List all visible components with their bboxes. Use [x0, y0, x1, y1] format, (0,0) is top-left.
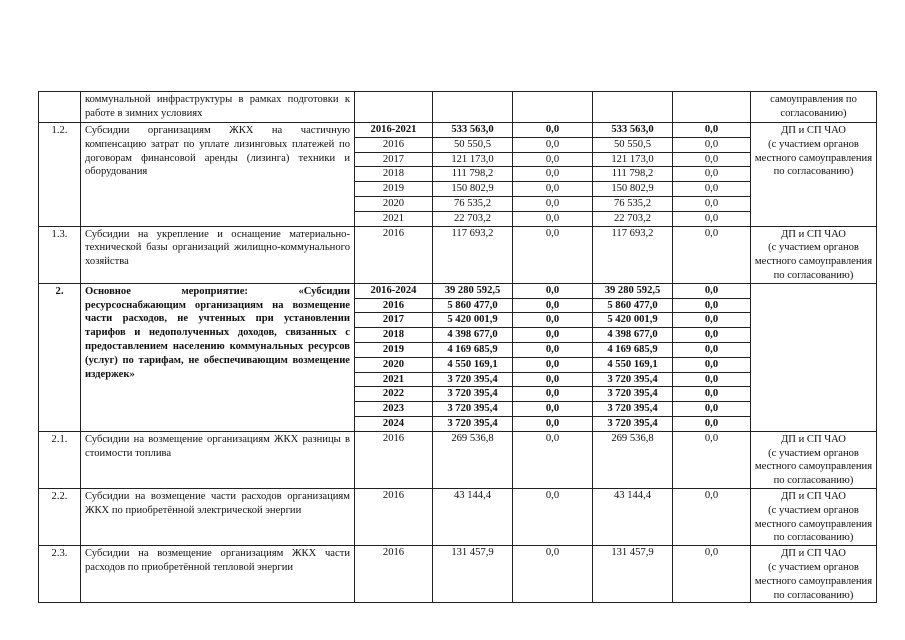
table-row [39, 431, 877, 488]
executor-name: ДП и СП ЧАО [781, 125, 846, 136]
other-cell: 0,0 [673, 182, 751, 197]
executor-cell [751, 546, 877, 603]
other-cell: 0,0 [673, 313, 751, 328]
total-cell: 3 720 395,4 [433, 387, 513, 402]
regional-cell: 4 398 677,0 [593, 328, 673, 343]
other-cell: 0,0 [673, 328, 751, 343]
row-number: 1.3. [39, 226, 81, 283]
year-cell: 2017 [355, 152, 433, 167]
budget-table [38, 91, 877, 603]
federal-cell: 0,0 [513, 152, 593, 167]
year-cell: 2017 [355, 313, 433, 328]
other-cell: 0,0 [673, 416, 751, 431]
regional-cell: 43 144,4 [593, 488, 673, 545]
federal-cell: 0,0 [513, 387, 593, 402]
federal-cell: 0,0 [513, 123, 593, 138]
other-cell: 0,0 [673, 152, 751, 167]
total-cell: 4 169 685,9 [433, 342, 513, 357]
other-cell: 0,0 [673, 546, 751, 603]
total-cell: 5 420 001,9 [433, 313, 513, 328]
other-cell: 0,0 [673, 226, 751, 283]
executor-note: (с участием органов местного самоуправления по согласованию) [754, 138, 873, 178]
year-cell: 2022 [355, 387, 433, 402]
federal-cell: 0,0 [513, 226, 593, 283]
total-cell: 269 536,8 [433, 431, 513, 488]
year-cell: 2016-2021 [355, 123, 433, 138]
regional-cell: 3 720 395,4 [593, 402, 673, 417]
executor-cell [751, 226, 877, 283]
other-cell: 0,0 [673, 357, 751, 372]
total-cell: 150 802,9 [433, 182, 513, 197]
year-cell: 2021 [355, 211, 433, 226]
federal-cell: 0,0 [513, 137, 593, 152]
federal-cell: 0,0 [513, 402, 593, 417]
year-cell: 2016 [355, 137, 433, 152]
other-cell [673, 92, 751, 123]
other-cell: 0,0 [673, 298, 751, 313]
total-cell: 121 173,0 [433, 152, 513, 167]
other-cell: 0,0 [673, 167, 751, 182]
year-cell: 2024 [355, 416, 433, 431]
row-description: Субсидии на возмещение организациям ЖКХ разницы в стоимости топлива [81, 431, 355, 488]
regional-cell: 4 169 685,9 [593, 342, 673, 357]
row-number [39, 92, 81, 123]
federal-cell: 0,0 [513, 357, 593, 372]
regional-cell: 131 457,9 [593, 546, 673, 603]
total-cell: 4 550 169,1 [433, 357, 513, 372]
executor-name: ДП и СП ЧАО [781, 228, 846, 240]
executor-name: ДП и СП ЧАО [781, 548, 846, 560]
executor-cell [751, 123, 877, 227]
table-row-fragment [39, 92, 877, 123]
total-cell [433, 92, 513, 123]
total-cell: 117 693,2 [433, 226, 513, 283]
year-cell: 2016 [355, 488, 433, 545]
year-cell: 2020 [355, 357, 433, 372]
other-cell: 0,0 [673, 488, 751, 545]
year-cell: 2019 [355, 182, 433, 197]
row-number: 2.2. [39, 488, 81, 545]
row-description: Субсидии организациям ЖКХ на частичную компенсацию затрат по уплате лизинговых платежей по договорам финансовой аренды (лизинга) техники и оборудования [81, 123, 355, 227]
other-cell: 0,0 [673, 123, 751, 138]
table-row [39, 226, 877, 283]
regional-cell [593, 92, 673, 123]
executor-cell: самоуправления по согласованию) [751, 92, 877, 123]
federal-cell: 0,0 [513, 328, 593, 343]
other-cell: 0,0 [673, 211, 751, 226]
federal-cell: 0,0 [513, 431, 593, 488]
year-cell: 2016 [355, 546, 433, 603]
total-cell: 3 720 395,4 [433, 402, 513, 417]
regional-cell: 269 536,8 [593, 431, 673, 488]
year-cell: 2016 [355, 431, 433, 488]
total-cell: 39 280 592,5 [433, 283, 513, 298]
other-cell: 0,0 [673, 283, 751, 298]
total-cell: 131 457,9 [433, 546, 513, 603]
year-cell: 2016 [355, 298, 433, 313]
row-number: 2. [39, 283, 81, 431]
row-description: Субсидии на укрепление и оснащение материально-технической базы организаций жилищно-коммунального хозяйства [81, 226, 355, 283]
table-body [39, 92, 877, 603]
executor-cell [751, 431, 877, 488]
regional-cell: 3 720 395,4 [593, 416, 673, 431]
federal-cell: 0,0 [513, 488, 593, 545]
total-cell: 50 550,5 [433, 137, 513, 152]
regional-cell: 533 563,0 [593, 123, 673, 138]
executor-note: (с участием органов местного самоуправления по согласованию) [754, 561, 873, 601]
regional-cell: 5 420 001,9 [593, 313, 673, 328]
total-cell: 76 535,2 [433, 196, 513, 211]
year-cell: 2018 [355, 167, 433, 182]
table-row [39, 488, 877, 545]
row-description: коммунальной инфраструктуры в рамках подготовки к работе в зимних условиях [81, 92, 355, 123]
year-cell: 2019 [355, 342, 433, 357]
table-row [39, 123, 877, 138]
year-cell: 2023 [355, 402, 433, 417]
federal-cell: 0,0 [513, 182, 593, 197]
federal-cell: 0,0 [513, 196, 593, 211]
federal-cell: 0,0 [513, 298, 593, 313]
regional-cell: 3 720 395,4 [593, 387, 673, 402]
regional-cell: 3 720 395,4 [593, 372, 673, 387]
regional-cell: 5 860 477,0 [593, 298, 673, 313]
other-cell: 0,0 [673, 431, 751, 488]
federal-cell: 0,0 [513, 167, 593, 182]
total-cell: 533 563,0 [433, 123, 513, 138]
row-number: 2.1. [39, 431, 81, 488]
other-cell: 0,0 [673, 387, 751, 402]
year-cell: 2020 [355, 196, 433, 211]
row-number: 2.3. [39, 546, 81, 603]
federal-cell: 0,0 [513, 313, 593, 328]
federal-cell: 0,0 [513, 342, 593, 357]
row-number: 1.2. [39, 123, 81, 227]
year-cell: 2021 [355, 372, 433, 387]
table-row [39, 546, 877, 603]
federal-cell: 0,0 [513, 211, 593, 226]
regional-cell: 117 693,2 [593, 226, 673, 283]
regional-cell: 39 280 592,5 [593, 283, 673, 298]
other-cell: 0,0 [673, 372, 751, 387]
total-cell: 3 720 395,4 [433, 372, 513, 387]
other-cell: 0,0 [673, 342, 751, 357]
regional-cell: 50 550,5 [593, 137, 673, 152]
year-cell: 2016 [355, 226, 433, 283]
other-cell: 0,0 [673, 196, 751, 211]
federal-cell: 0,0 [513, 546, 593, 603]
row-description: Субсидии на возмещение организациям ЖКХ части расходов по приобретённой тепловой энергии [81, 546, 355, 603]
executor-cell [751, 488, 877, 545]
regional-cell: 150 802,9 [593, 182, 673, 197]
total-cell: 43 144,4 [433, 488, 513, 545]
executor-note: (с участием органов местного самоуправления по согласованию) [754, 504, 873, 544]
year-cell: 2018 [355, 328, 433, 343]
year-cell [355, 92, 433, 123]
executor-note: (с участием органов местного самоуправления по согласованию) [754, 447, 873, 487]
total-cell: 4 398 677,0 [433, 328, 513, 343]
other-cell: 0,0 [673, 137, 751, 152]
federal-cell: 0,0 [513, 283, 593, 298]
regional-cell: 111 798,2 [593, 167, 673, 182]
total-cell: 5 860 477,0 [433, 298, 513, 313]
executor-name: ДП и СП ЧАО [781, 490, 846, 502]
executor-name: ДП и СП ЧАО [781, 433, 846, 445]
federal-cell [513, 92, 593, 123]
executor-cell [751, 283, 877, 431]
row-description: Субсидии на возмещение части расходов организациям ЖКХ по приобретённой электрической энергии [81, 488, 355, 545]
row-description: Основное мероприятие: «Субсидии ресурсоснабжающим организациям на возмещение части расходов, не учтенных при установлении тарифов и недополученных доходов, связанных с предоставлением населению коммунальных ресурсов (услуг) по тарифам, не обеспечивающим возмещение издержек» [81, 283, 355, 431]
regional-cell: 76 535,2 [593, 196, 673, 211]
regional-cell: 121 173,0 [593, 152, 673, 167]
other-cell: 0,0 [673, 402, 751, 417]
federal-cell: 0,0 [513, 372, 593, 387]
total-cell: 111 798,2 [433, 167, 513, 182]
year-cell: 2016-2024 [355, 283, 433, 298]
table-row [39, 283, 877, 298]
regional-cell: 22 703,2 [593, 211, 673, 226]
total-cell: 22 703,2 [433, 211, 513, 226]
regional-cell: 4 550 169,1 [593, 357, 673, 372]
federal-cell: 0,0 [513, 416, 593, 431]
total-cell: 3 720 395,4 [433, 416, 513, 431]
executor-note: (с участием органов местного самоуправления по согласованию) [754, 242, 873, 281]
